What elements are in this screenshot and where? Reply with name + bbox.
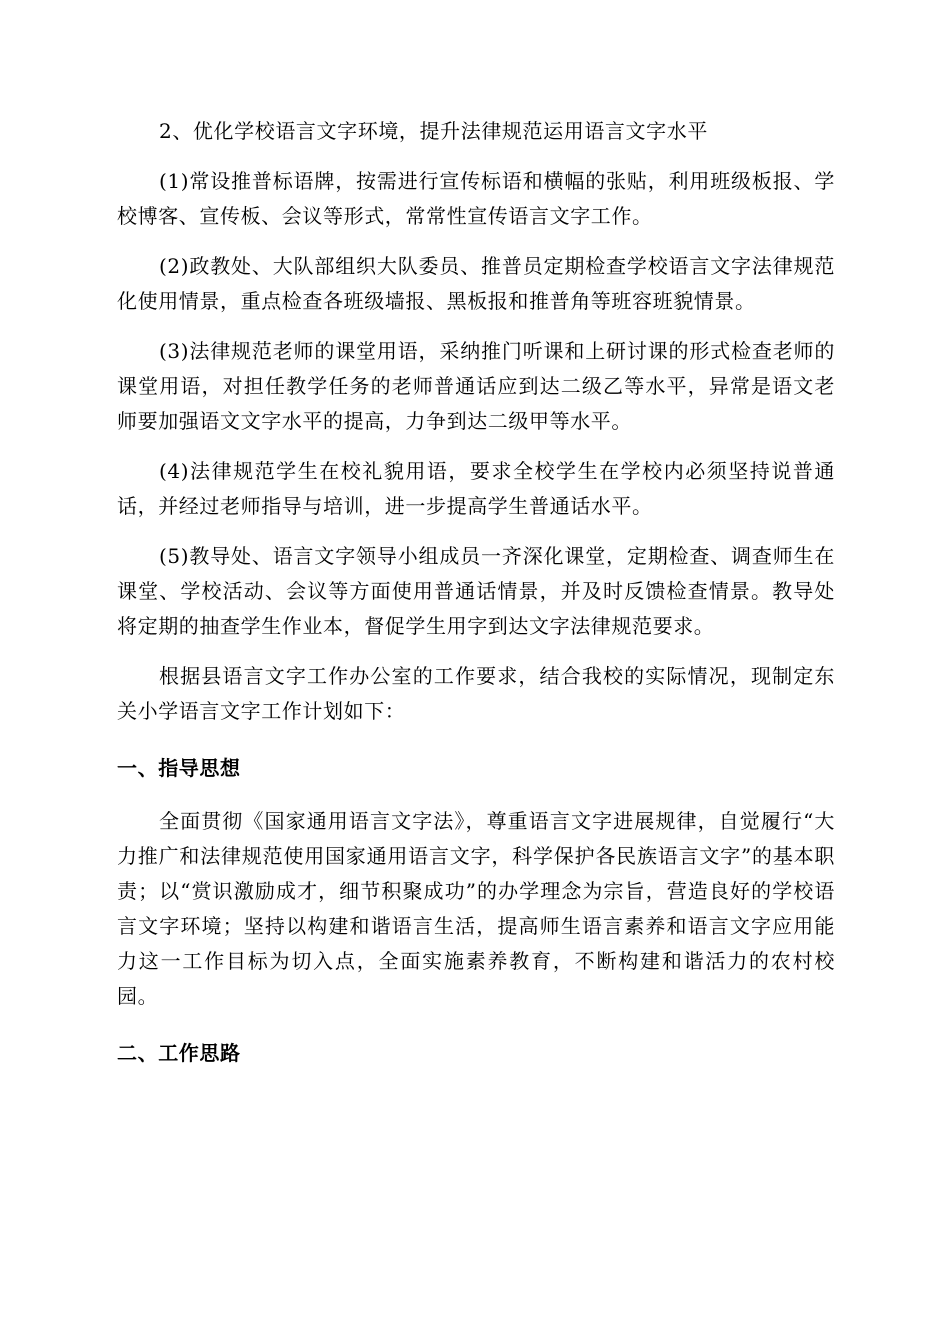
- guiding-ideology-paragraph: 全面贯彻《国家通用语言文字法》，尊重语言文字进展规律，自觉履行“大力推广和法律规范使用国家通用语言文字，科学保护各民族语言文字”的基本职责；以“赏识激励成才，细节积聚成功”的办学理念为宗旨，营造良好的学校语言文字环境；坚持以构建和谐语言生活，提高师生语言素养和语言文字应用能力这一工作目标为切入点，全面实施素养教育，不断构建和谐活力的农村校园。: [117, 809, 835, 1008]
- document-body: [117, 114, 835, 1089]
- item-4-paragraph: (4)法律规范学生在校礼貌用语，要求全校学生在学校内必须坚持说普通话，并经过老师指导与培训，进一步提高学生普通话水平。: [117, 459, 835, 518]
- item-1-paragraph: (1)常设推普标语牌，按需进行宣传标语和横幅的张贴，利用班级板报、学校博客、宣传板、会议等形式，常常性宣传语言文字工作。: [117, 169, 835, 228]
- item-2-paragraph: (2)政教处、大队部组织大队委员、推普员定期检查学校语言文字法律规范化使用情景，重点检查各班级墙报、黑板报和推普角等班容班貌情景。: [117, 254, 835, 313]
- item-5-paragraph: (5)教导处、语言文字领导小组成员一齐深化课堂，定期检查、调查师生在课堂、学校活动、会议等方面使用普通话情景，并及时反馈检查情景。教导处将定期的抽查学生作业本，督促学生用字到达文字法律规范要求。: [117, 544, 835, 638]
- item-3-paragraph: (3)法律规范老师的课堂用语，采纳推门听课和上研讨课的形式检查老师的课堂用语，对担任教学任务的老师普通话应到达二级乙等水平，异常是语文老师要加强语文文字水平的提高，力争到达二级甲等水平。: [117, 339, 835, 433]
- heading-guiding-ideology: 一、指导思想: [117, 756, 241, 780]
- intro-paragraph: 根据县语言文字工作办公室的工作要求，结合我校的实际情况，现制定东关小学语言文字工作计划如下：: [117, 664, 835, 723]
- section-subtitle-paragraph: 2、优化学校语言文字环境，提升法律规范运用语言文字水平: [159, 119, 708, 143]
- heading-work-approach: 二、工作思路: [117, 1041, 241, 1065]
